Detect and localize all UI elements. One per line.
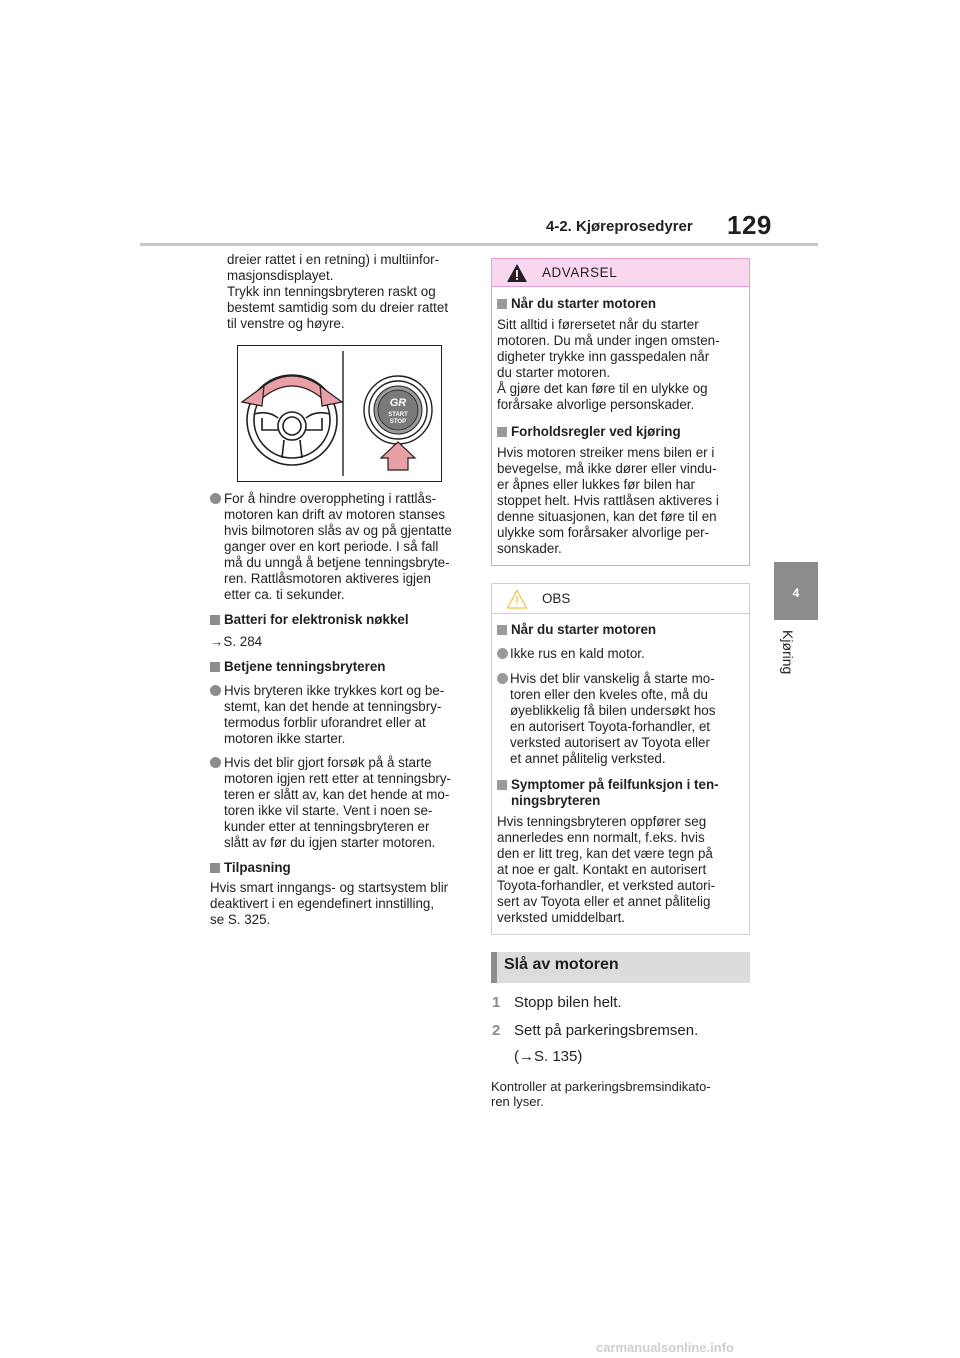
text-line: verksted umiddelbart.: [497, 910, 626, 925]
text-line: en autorisert Toyota-forhandler, et: [510, 719, 710, 734]
bullet-restart-wait: [210, 755, 472, 851]
text-line: Kontroller at parkeringsbremsindikato-: [491, 1079, 711, 1094]
text-line: Hvis det blir gjort forsøk på å starte: [224, 755, 432, 770]
text-line: hvis bilmotoren slås av og på gjentatte: [224, 523, 452, 538]
text-line: ren lyser.: [491, 1094, 544, 1109]
text-line: Hvis motoren streiker mens bilen er i: [497, 445, 715, 460]
heading-battery: [210, 612, 472, 628]
bullet-dot-icon: [497, 673, 508, 684]
warning-label: ADVARSEL: [542, 265, 618, 280]
text-line: verksted autorisert av Toyota eller: [510, 735, 710, 750]
text-line: termodus forblir uforandret eller at: [224, 715, 426, 730]
warning-heading-driving: [497, 424, 743, 440]
button-stop-text: STOP: [389, 419, 407, 425]
step-text: Sett på parkeringsbremsen.: [514, 1022, 699, 1039]
text-line: ulykke som forårsaker alvorlige per-: [497, 525, 710, 540]
text-line: Toyota-forhandler, et verksted autori-: [497, 878, 716, 893]
text-line: masjonsdisplayet.: [227, 268, 334, 283]
warning-box: [491, 258, 750, 566]
section-title: 4-2. Kjøreprosedyrer: [546, 218, 693, 235]
bullet-dot-icon: [210, 493, 221, 504]
notice-bullet-hard-start: [497, 671, 743, 767]
text-line: Å gjøre det kan føre til en ulykke og: [497, 381, 708, 396]
square-marker-icon: [210, 863, 220, 873]
notice-label: OBS: [542, 591, 571, 606]
text-line: Trykk inn tenningsbryteren raskt og: [227, 284, 436, 299]
text-line: at noe er galt. Kontakt en autorisert: [497, 862, 707, 877]
heading-text: Når du starter motoren: [511, 296, 657, 311]
page-number: 129: [727, 210, 772, 240]
text-line: Hvis tenningsbryteren oppfører seg: [497, 814, 707, 829]
text-line: annerledes enn normalt, f.eks. hvis: [497, 830, 705, 845]
text-line: Hvis bryteren ikke trykkes kort og be-: [224, 683, 445, 698]
warning-text-start: [497, 317, 743, 413]
heading-customization: [210, 860, 472, 876]
text-line: dreier rattet i en retning) i multiinfor-: [227, 252, 440, 267]
text-line: Hvis det blir vanskelig å starte mo-: [510, 671, 715, 686]
text-line: motoren ikke starter.: [224, 731, 346, 746]
notice-heading-malfunction: [497, 777, 743, 809]
text-line: Hvis smart inngangs- og startsystem blir: [210, 880, 449, 895]
press-arrow-icon: [381, 442, 415, 470]
heading-text: Betjene tenningsbryteren: [224, 659, 386, 674]
page-reference-link[interactable]: (→S. 135): [514, 1048, 583, 1065]
square-marker-icon: [497, 625, 507, 635]
notice-heading-start: [497, 622, 743, 638]
chapter-number: 4: [792, 586, 800, 600]
heading-operate: [210, 659, 472, 675]
text-line: motoren kan drift av motoren stanses: [224, 507, 446, 522]
notice-box: [491, 583, 750, 935]
bullet-press-firmly: [210, 683, 472, 747]
text-line: se S. 325.: [210, 912, 271, 927]
chapter-tab[interactable]: [774, 562, 818, 620]
steering-wheel-illustration: [238, 346, 441, 481]
text-line: digheter trykke inn gasspedalen når: [497, 349, 710, 364]
text-line: den er litt treg, kan det være tegn på: [497, 846, 713, 861]
heading-text: Forholdsregler ved kjøring: [511, 424, 681, 439]
customization-paragraph: [210, 880, 472, 928]
text-line: sonskader.: [497, 541, 562, 556]
start-stop-button-icon: [364, 376, 432, 444]
text-line: til venstre og høyre.: [227, 316, 345, 331]
text-line: deaktivert i en egendefinert innstilling,: [210, 896, 435, 911]
rotate-arrow-icon: [242, 376, 342, 406]
intro-paragraph: [210, 252, 472, 332]
bullet-dot-icon: [497, 648, 508, 659]
warning-text-driving: [497, 445, 743, 557]
right-column: [491, 258, 750, 1109]
text-line: forårsake alvorlige personskader.: [497, 397, 695, 412]
text-line: et annet pålitelig verksted.: [510, 751, 666, 766]
text-line: må du unngå å betjene tenningsbryte-: [224, 555, 450, 570]
text-line: toren ikke vil starte. Vent i noen se-: [224, 803, 433, 818]
heading-text: Symptomer på feilfunksjon i ten-: [511, 777, 719, 792]
warning-heading-start: [497, 296, 743, 312]
chapter-label: Kjøring: [780, 630, 796, 675]
step-text: Stopp bilen helt.: [514, 994, 622, 1011]
heading-text: Batteri for elektronisk nøkkel: [224, 612, 409, 627]
warning-triangle-icon: [506, 263, 528, 283]
caution-triangle-icon: [506, 589, 528, 609]
text-line: slått av før du igjen starter motoren.: [224, 835, 436, 850]
steering-start-figure: [237, 345, 442, 482]
text-line: etter ca. ti sekunder.: [224, 587, 345, 602]
warning-body: [492, 287, 749, 565]
text-line: denne situasjonen, kan det føre til en: [497, 509, 717, 524]
text-line: Sitt alltid i førersetet når du starter: [497, 317, 699, 332]
text-line: For å hindre overoppheting i rattlås-: [224, 491, 437, 506]
notice-bullet-cold-engine: [497, 646, 743, 662]
step-1: [491, 994, 750, 1012]
text-line: toren eller den kveles ofte, må du: [510, 687, 708, 702]
section-heading: Slå av motoren: [504, 956, 619, 973]
text-line: stemt, kan det hende at tenningsbry-: [224, 699, 442, 714]
bullet-dot-icon: [210, 757, 221, 768]
heading-text: ningsbryteren: [511, 793, 601, 808]
text-line: kunder etter at tenningsbryteren er: [224, 819, 430, 834]
heading-text: Tilpasning: [224, 860, 291, 875]
square-marker-icon: [210, 615, 220, 625]
notice-body: [492, 614, 749, 934]
text-line: sert av Toyota eller et annet pålitelig: [497, 894, 711, 909]
square-marker-icon: [497, 780, 507, 790]
text-line: motoren. Du må under ingen omsten-: [497, 333, 720, 348]
text-line: du starter motoren.: [497, 365, 611, 380]
watermark-text: carmanualsonline.info: [596, 1340, 734, 1355]
text-line: er åpnes eller lukkes før bilen har: [497, 477, 695, 492]
text-line: øyeblikkelig få bilen undersøkt hos: [510, 703, 716, 718]
text-line: Ikke rus en kald motor.: [510, 646, 645, 661]
step-2: [491, 1022, 750, 1040]
page-reference-link[interactable]: →S. 284: [210, 634, 263, 649]
notice-header: [492, 584, 749, 614]
bullet-dot-icon: [210, 685, 221, 696]
square-marker-icon: [497, 299, 507, 309]
brake-indicator-note: [491, 1079, 750, 1109]
heading-text: Når du starter motoren: [511, 622, 657, 637]
text-line: teren er slått av, kan det hende at mo-: [224, 787, 450, 802]
text-line: bevegelse, må ikke dører eller vindu-: [497, 461, 717, 476]
text-line: bestemt samtidig som du dreier rattet: [227, 300, 449, 315]
text-line: ganger over en kort periode. I så fall: [224, 539, 439, 554]
bullet-overheating: [210, 491, 472, 603]
section-heading-band: [491, 952, 750, 983]
left-column: [210, 252, 472, 928]
step-number: 2: [492, 1022, 501, 1039]
text-line: stoppet helt. Hvis rattlåsen aktiveres i: [497, 493, 719, 508]
notice-text-malfunction: [497, 814, 743, 926]
step-number: 1: [492, 994, 501, 1011]
button-start-text: START: [388, 412, 408, 418]
button-brand-text: GR: [389, 397, 407, 409]
square-marker-icon: [497, 427, 507, 437]
square-marker-icon: [210, 662, 220, 672]
text-line: ren. Rattlåsmotoren aktiveres igjen: [224, 571, 431, 586]
text-line: motoren igjen rett etter at tenningsbry-: [224, 771, 452, 786]
warning-header: [492, 259, 749, 287]
header-rule: [140, 243, 818, 246]
